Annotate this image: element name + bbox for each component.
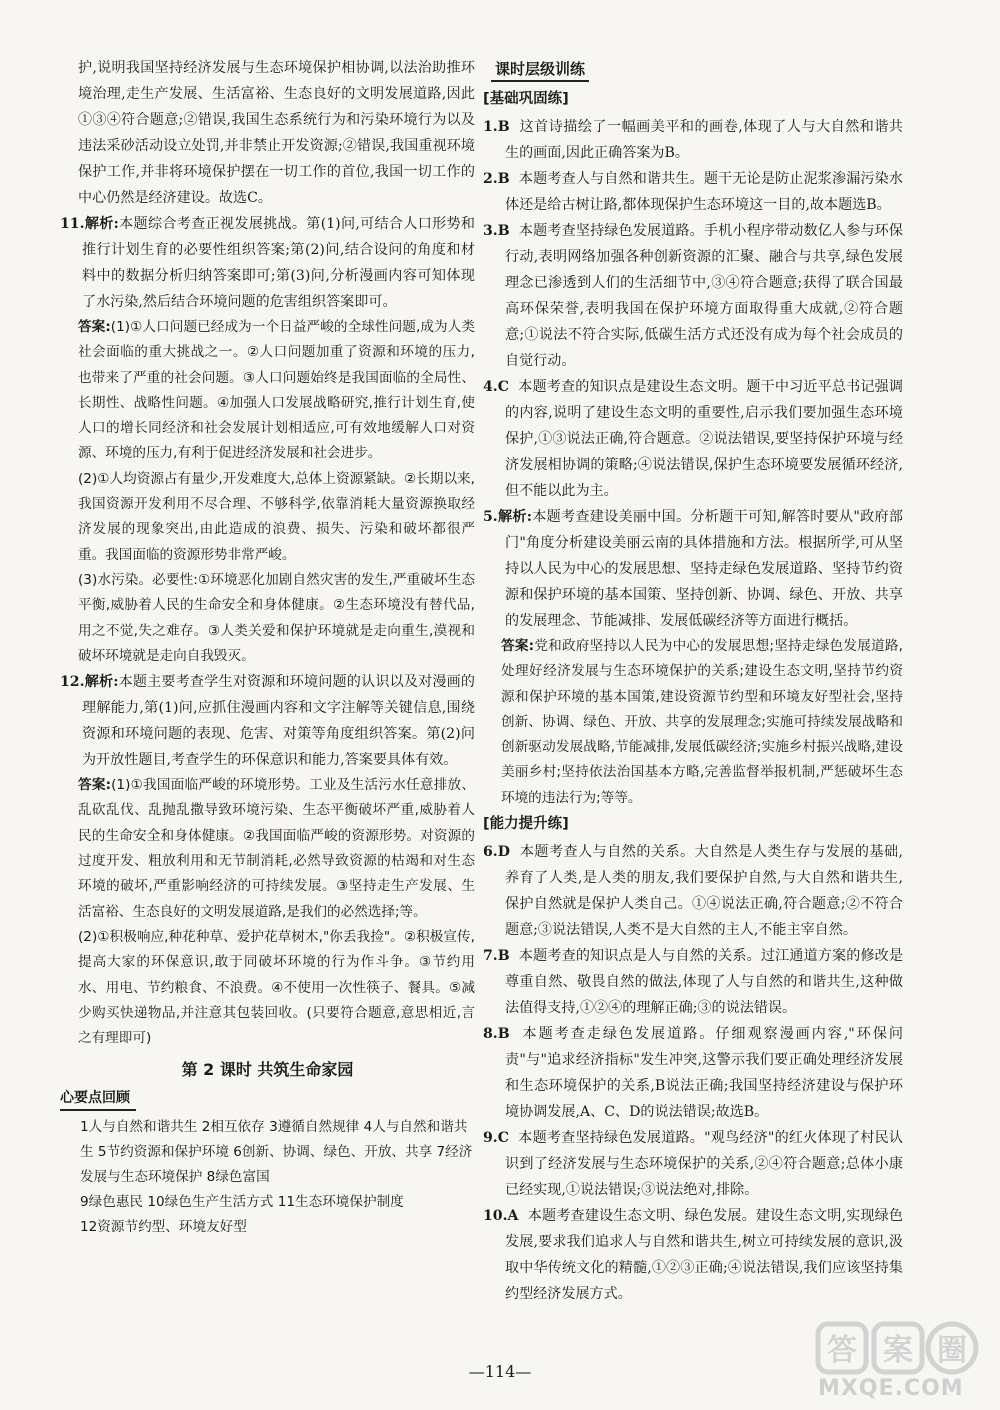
ability-item-8-text: 本题考查走绿色发展道路。仔细观察漫画内容,"环保问责"与"追求经济指标"发生冲突,这警示我们要正确处理经济发展和生态环境保护的关系,B说法正确;我国坚持经济建设与保护环境协调发展,A、C、D的说法错误;故选B。 (505, 1026, 903, 1121)
ability-item-8 (483, 1021, 903, 1125)
q12-block (60, 669, 475, 1051)
basic-item-4 (483, 374, 903, 504)
q11-analysis (60, 211, 475, 315)
basic-item-1 (483, 114, 903, 166)
basic-item-3-text: 本题考查坚持绿色发展道路。手机小程序带动数亿人参与环保行动,表明网络加强各种创新资源的汇聚、融合与共享,绿色发展理念已渗透到人们的生活细节中,③④符合题意;获得了联合国最高环保荣誉,表明我国在保护环境方面取得重大成就,②符合题意;①说法不符合实际,低碳生活方式还没有成为每个社会成员的自觉行动。 (505, 223, 903, 369)
q11-analysis-label: 解析: (84, 216, 119, 232)
q12-answer-1-text: (1)①我国面临严峻的环境形势。工业及生活污水任意排放、乱砍乱伐、乱抛乱撒导致环境污染、生态平衡破坏严重,威胁着人民的生命安全和身体健康。②我国面临严峻的资源形势。对资源的过度开发、粗放利用和无节制消耗,必然导致资源的枯竭和对生态环境的破坏,严重影响经济的可持续发展。③坚持走生产发展、生活富裕、生态良好的文明发展道路,是我们的必然选择;等。 (78, 777, 475, 920)
ability-item-8-num: 8.B (483, 1026, 510, 1043)
ability-item-7 (483, 943, 903, 1021)
right-column (483, 55, 903, 1345)
key-points-2: 9绿色惠民 10绿色生产生活方式 11生态环境保护制度 (80, 1194, 404, 1211)
watermark-text: MXQE.COM (818, 1376, 964, 1401)
ability-item-6-num: 6.D (483, 844, 510, 861)
q12-analysis-text: 本题主要考查学生对资源和环境问题的认识以及对漫画的理解能力,第(1)问,应抓住漫画内容和文字注解等关键信息,围绕资源和环境问题的表现、危害、对策等角度组织答案。第(2)问为开放性题目,考查学生的环保意识和能力,答案要具体有效。 (82, 674, 475, 769)
ability-item-6-text: 本题考查人与自然的关系。大自然是人类生存与发展的基础,养育了人类,是人类的朋友,我们要保护自然,与大自然和谐共生,保护自然就是保护人类自己。①④说法正确,符合题意;②不符合题意;③说法错误,人类不是大自然的主人,不能主宰自然。 (505, 844, 903, 939)
svg-text:圈: 圈 (937, 1333, 967, 1368)
q12-answer-1 (60, 773, 475, 925)
q11-block (60, 211, 475, 669)
basic-item-1-text: 这首诗描绘了一幅画美平和的画卷,体现了人与大自然和谐共生的画面,因此正确答案为B。 (505, 119, 903, 161)
basic-item-4-num: 4.C (483, 379, 509, 395)
basic-item-5 (483, 504, 903, 634)
q12-answer-label: 答案: (78, 777, 112, 794)
q11-answer-1 (60, 315, 475, 467)
q11-answer-1-text: (1)①人口问题已经成为一个日益严峻的全球性问题,成为人类社会面临的重大挑战之一。②人口问题加重了资源和环境的压力,也带来了严重的社会问题。③人口问题始终是我国面临的全局性、长期性、战略性问题。④加强人口发展战略研究,推行计划生育,使人口的增长同经济和社会发展计划相适应,可有效地缓解人口对资源、环境的压力,有利于促进经济发展和社会进步。 (78, 319, 475, 462)
review-title: 心要点回顾 (60, 1087, 136, 1111)
q10-continued: 护,说明我国坚持经济发展与生态环境保护相协调,以法治助推环境治理,走生产发展、生活富裕、生态良好的文明发展道路,因此①③④符合题意;②错误,我国生态系统行为和污染环境行为以及违法采砂活动设立处罚,并非禁止开发资源;②错误,我国重视环境保护工作,并非将环境保护摆在一切工作的首位,我国一切工作的中心仍然是经济建设。故选C。 (78, 60, 475, 206)
ability-item-6 (483, 839, 903, 943)
basic-item-5-label: 解析: (497, 509, 532, 525)
q11-answer-2: (2)①人均资源占有量少,开发难度大,总体上资源紧缺。②长期以来,我国资源开发利用不尽合理、不够科学,依靠消耗大量资源换取经济发展的现象突出,由此造成的浪费、损失、污染和破坏都很严重。我国面临的资源形势非常严峻。 (78, 470, 475, 563)
basic-title: [基础巩固练] (483, 91, 569, 107)
q11-number: 11. (60, 216, 85, 232)
basic-item-5-answer-text: 党和政府坚持以人民为中心的发展思想;坚持走绿色发展道路,处理好经济发展与生态环境保护的关系;建设生态文明,坚持节约资源和保护环境的基本国策,建设资源节约型和环境友好型社会,坚持创新、协调、绿色、开放、共享的发展理念;实施可持续发展战略和创新驱动发展战略,节能减排,发展低碳经济;实施乡村振兴战略,建设美丽乡村;坚持依法治国基本方略,完善监督举报机制,严惩破坏生态环境的违法行为;等等。 (501, 638, 903, 806)
basic-item-5-answer-label: 答案: (501, 638, 535, 654)
page-number: —114— (468, 1362, 532, 1381)
ability-title: [能力提升练] (483, 816, 569, 833)
q11-analysis-text: 本题综合考查正视发展挑战。第(1)问,可结合人口形势和推行计划生育的必要性组织答案;第(2)问,结合设问的角度和材料中的数据分析归纳答案即可;第(3)问,分析漫画内容可知体现了水污染,然后结合环境问题的危害组织答案即可。 (82, 216, 475, 310)
q11-answer-3: (3)水污染。必要性:①环境恶化加剧自然灾害的发生,严重破坏生态平衡,威胁着人民的生命安全和身体健康。②生态环境没有替代品,用之不觉,失之难存。③人类关爱和保护环境就是走向重生,漠视和破坏环境就是走向自我毁灭。 (78, 571, 475, 664)
basic-item-2-num: 2.B (483, 171, 510, 187)
svg-text:案: 案 (883, 1333, 913, 1368)
basic-item-1-num: 1.B (483, 119, 510, 135)
review-block (60, 1085, 475, 1240)
basic-item-5-text: 本题考查建设美丽中国。分析题干可知,解答时要从"政府部门"角度分析建设美丽云南的具体措施和方法。根据所学,可从坚持以人民为中心的发展思想、坚持走绿色发展道路、坚持节约资源和保护环境的基本国策、坚持创新、协调、绿色、开放、共享的发展理念、节能减排、发展低碳经济等方面进行概括。 (505, 509, 903, 629)
basic-item-2 (483, 166, 903, 218)
section-title: 课时层级训练 (491, 59, 589, 82)
svg-text:答: 答 (827, 1333, 857, 1368)
q12-analysis-label: 解析: (84, 674, 119, 691)
ability-item-10-text: 本题考查建设生态文明、绿色发展。建设生态文明,实现绿色发展,要求我们追求人与自然和谐共生,树立可持续发展的意识,汲取中华传统文化的精髓,①②③正确;④说法错误,我们应该坚持集约型经济发展方式。 (505, 1208, 903, 1303)
ability-item-7-num: 7.B (483, 948, 510, 965)
q12-number: 12. (60, 674, 85, 691)
key-points-1: 1人与自然和谐共生 2相互依存 3遵循自然规律 4人与自然和谐共生 5节约资源和保护环境 6创新、协调、绿色、开放、共享 7经济发展与生态环境保护 8绿色富国 (80, 1119, 473, 1186)
basic-item-3 (483, 218, 903, 374)
basic-item-4-text: 本题考查的知识点是建设生态文明。题干中习近平总书记强调的内容,说明了建设生态文明的重要性,启示我们要加强生态环境保护,①③说法正确,符合题意。②说法错误,要坚持保护环境与经济发展相协调的策略;④说法错误,保护生态环境要发展循环经济,但不能以此为主。 (505, 379, 903, 499)
q12-analysis (60, 669, 475, 773)
basic-item-5-num: 5. (483, 509, 498, 525)
basic-item-5-answer (483, 634, 903, 811)
ability-item-10-num: 10.A (483, 1208, 519, 1225)
basic-item-2-text: 本题考查人与自然和谐共生。题干无论是防止泥浆渗漏污染水体还是给古树让路,都体现保护生态环境这一目的,故本题选B。 (505, 171, 903, 213)
ability-item-7-text: 本题考查的知识点是人与自然的关系。过江通道方案的修改是尊重自然、敬畏自然的做法,体现了人与自然的和谐共生,这种做法值得支持,①②④的理解正确;③的说法错误。 (505, 948, 903, 1017)
q12-answer-2: (2)①积极响应,种花种草、爱护花草树木,"你丢我捡"。②积极宣传,提高大家的环保意识,敢于同破坏环境的行为作斗争。③节约用水、用电、节约粮食、不浪费。④不使用一次性筷子、餐具。⑤减少购买快递物品,并注意其包装回收。(只要符合题意,意思相近,言之有理即可) (78, 928, 475, 1047)
ability-item-9-num: 9.C (483, 1130, 509, 1147)
key-points-3: 12资源节约型、环境友好型 (80, 1219, 247, 1236)
left-column (60, 55, 475, 1345)
q11-answer-label: 答案: (78, 319, 111, 335)
ability-item-10 (483, 1203, 903, 1307)
lesson-title: 第 2 课时 共筑生命家园 (181, 1060, 354, 1080)
basic-item-3-num: 3.B (483, 223, 510, 239)
ability-item-9-text: 本题考查坚持绿色发展道路。"观鸟经济"的红火体现了村民认识到了经济发展与生态环境保护的关系,②④符合题意;总体小康已经实现,①说法错误;③说法绝对,排除。 (505, 1130, 903, 1199)
ability-item-9 (483, 1125, 903, 1203)
